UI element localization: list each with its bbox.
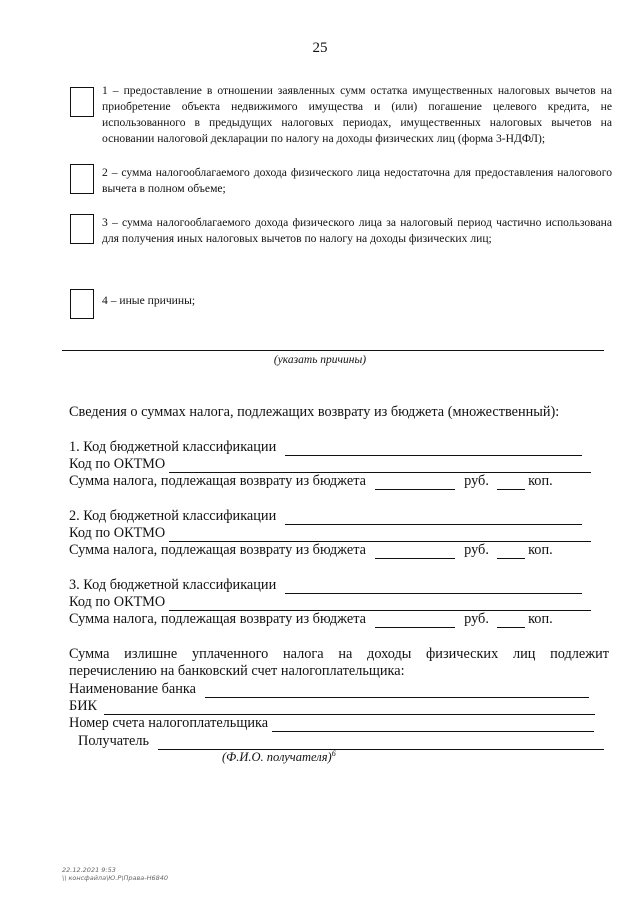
option-3-text: 3 – сумма налогооблагаемого дохода физического лица за налоговый период частично использована для получения иных налоговых вычетов по налогу на доходы физических лиц; bbox=[102, 216, 612, 245]
account-label: Номер счета налогоплательщика bbox=[69, 715, 269, 731]
oktmo-field-2[interactable] bbox=[169, 528, 591, 542]
sum-kop-field-1[interactable] bbox=[497, 476, 525, 490]
account-field[interactable] bbox=[272, 718, 594, 732]
oktmo-label-2: Код по ОКТМО bbox=[69, 525, 166, 541]
kbk-label-2: 2. Код бюджетной классификации bbox=[69, 508, 277, 524]
recipient-row bbox=[78, 733, 604, 750]
reason-input-line[interactable] bbox=[62, 350, 604, 351]
recipient-label: Получатель bbox=[78, 733, 149, 749]
oktmo-row-2 bbox=[69, 525, 591, 542]
oktmo-label-1: Код по ОКТМО bbox=[69, 456, 166, 472]
recipient-caption: (Ф.И.О. получателя)$^6$ bbox=[222, 749, 336, 765]
sum-row-2 bbox=[69, 542, 553, 559]
option-2-text: 2 – сумма налогооблагаемого дохода физического лица недостаточна для предоставления налогового вычета в полном объеме; bbox=[102, 166, 612, 195]
page-number: 25 bbox=[312, 40, 328, 56]
rub-label-3: руб. bbox=[464, 611, 489, 627]
sum-row-3 bbox=[69, 611, 553, 628]
kop-label-3: коп. bbox=[528, 611, 553, 627]
bank-label: Наименование банка bbox=[69, 681, 196, 697]
sum-rub-field-1[interactable] bbox=[375, 476, 455, 490]
bank-row bbox=[69, 681, 589, 698]
transfer-text: Сумма излишне уплаченного налога на доходы физических лиц подлежит перечислению на банковский счет налогоплательщика: bbox=[69, 646, 609, 679]
oktmo-row-1 bbox=[69, 456, 591, 473]
oktmo-label-3: Код по ОКТМО bbox=[69, 594, 166, 610]
sum-rub-field-2[interactable] bbox=[375, 545, 455, 559]
bik-label: БИК bbox=[69, 698, 98, 714]
option-4-text: 4 – иные причины; bbox=[102, 294, 196, 307]
reason-caption: (указать причины) bbox=[273, 354, 367, 366]
option-1-text: 1 – предоставление в отношении заявленных сумм остатка имущественных налоговых вычетов на приобретение объекта недвижимого имущества и (или) погашение целевого кредита, не использованного в предыдущих налоговых периодах, имущественных налоговых вычетов на основании налоговой декларации по налогу на доходы физических лиц (форма 3-НДФЛ); bbox=[102, 84, 612, 145]
bik-row bbox=[69, 698, 595, 715]
kbk-label-1: 1. Код бюджетной классификации bbox=[69, 439, 277, 455]
kbk-row-3 bbox=[69, 577, 582, 594]
sum-kop-field-2[interactable] bbox=[497, 545, 525, 559]
rub-label-1: руб. bbox=[464, 473, 489, 489]
sum-label-3: Сумма налога, подлежащая возврату из бюджета bbox=[69, 611, 366, 627]
bik-field[interactable] bbox=[104, 701, 595, 715]
bank-field[interactable] bbox=[205, 684, 589, 698]
kbk-field-2[interactable] bbox=[285, 511, 582, 525]
rub-label-2: руб. bbox=[464, 542, 489, 558]
refund-header: Сведения о суммах налога, подлежащих возврату из бюджета (множественный): bbox=[69, 404, 560, 420]
option-2-checkbox[interactable] bbox=[70, 164, 94, 194]
oktmo-field-3[interactable] bbox=[169, 597, 591, 611]
option-1-checkbox[interactable] bbox=[70, 87, 94, 117]
oktmo-field-1[interactable] bbox=[169, 459, 591, 473]
kbk-field-3[interactable] bbox=[285, 580, 582, 594]
oktmo-row-3 bbox=[69, 594, 591, 611]
account-row bbox=[69, 715, 594, 732]
kop-label-2: коп. bbox=[528, 542, 553, 558]
recipient-field[interactable] bbox=[158, 736, 604, 750]
kbk-label-3: 3. Код бюджетной классификации bbox=[69, 577, 277, 593]
footer-path: \\ консфайла\Ю.Р\Права-Н6840 bbox=[62, 874, 169, 882]
option-4-checkbox[interactable] bbox=[70, 289, 94, 319]
kbk-row-2 bbox=[69, 508, 582, 525]
sum-rub-field-3[interactable] bbox=[375, 614, 455, 628]
kbk-row-1 bbox=[69, 439, 582, 456]
footnote-marker: 6 bbox=[331, 749, 336, 758]
footer-timestamp: 22.12.2021 9:53 bbox=[62, 866, 116, 874]
kbk-field-1[interactable] bbox=[285, 442, 582, 456]
sum-row-1 bbox=[69, 473, 553, 490]
sum-label-2: Сумма налога, подлежащая возврату из бюджета bbox=[69, 542, 366, 558]
option-3-checkbox[interactable] bbox=[70, 214, 94, 244]
kop-label-1: коп. bbox=[528, 473, 553, 489]
sum-label-1: Сумма налога, подлежащая возврату из бюджета bbox=[69, 473, 366, 489]
sum-kop-field-3[interactable] bbox=[497, 614, 525, 628]
